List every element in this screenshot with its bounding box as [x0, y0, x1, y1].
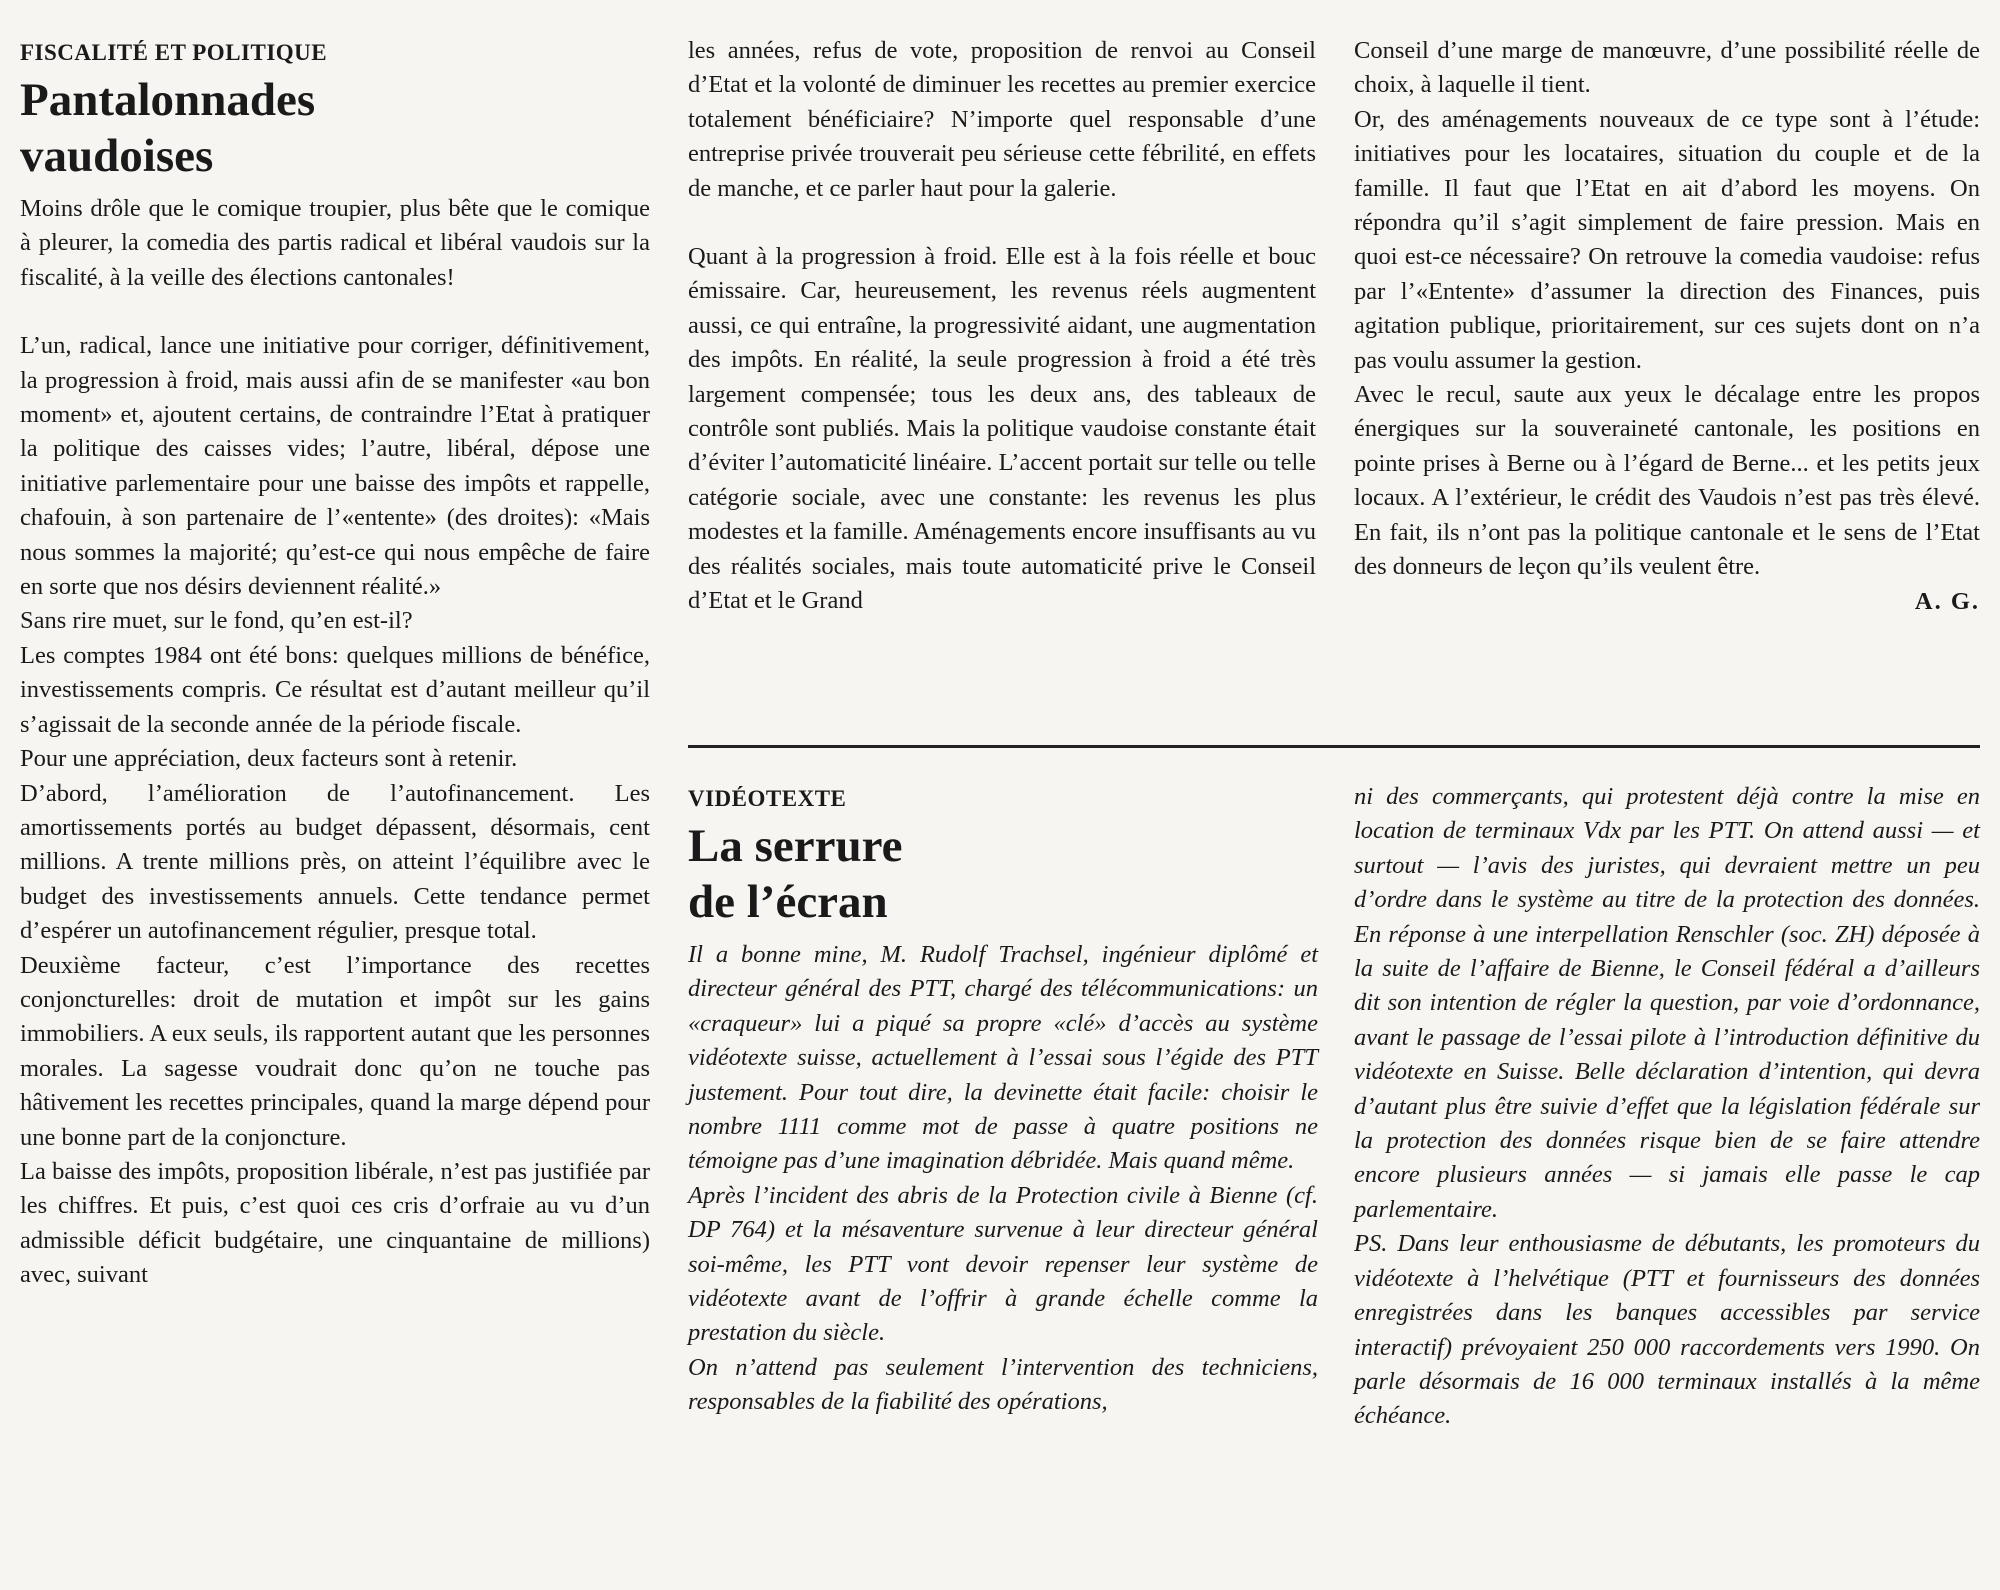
article1-paragraph: Avec le recul, saute aux yeux le décalage entre les propos énergiques sur la souveraineté cantonale, les positions en pointe prises à Berne ou à l’égard de Berne... et les petits jeux locaux. A l’extérieur, le crédit des Vaudois n’est pas très élevé. En fait, ils n’ont pas la politique cantonale et le sens de l’Etat des donneurs de leçon qu’ils veulent être.: [1354, 381, 1980, 581]
article2-paragraph: Après l’incident des abris de la Protection civile à Bienne (cf. DP 764) et la mésaventure survenue à leur directeur général soi-même, les PTT vont devoir repenser leur système de vidéotexte avant de l’offrir à grande échelle comme la prestation du siècle.: [688, 1181, 1318, 1347]
article1-paragraph: D’abord, l’amélioration de l’autofinancement. Les amortissements portés au budget dépassent, désormais, cent millions. A trente millions près, on atteint l’équilibre avec le budget des investissements annuels. Cette tendance permet d’espérer un autofinancement régulier, presque total.: [20, 779, 650, 945]
article1-paragraph: les années, refus de vote, proposition de renvoi au Conseil d’Etat et la volonté de diminuer les recettes au premier exercice totalement bénéficiaire? N’importe quel responsable d’une entreprise privée trouverait peu sérieuse cette fébrilité, en effets de manche, et ce parler haut pour la galerie.: [688, 37, 1316, 202]
article1-paragraph: Sans rire muet, sur le fond, qu’en est-il?: [20, 607, 413, 635]
article1-title-line-1: Pantalonnades: [20, 74, 316, 126]
article1-paragraph: Pour une appréciation, deux facteurs sont à retenir.: [20, 745, 518, 773]
article1-column-3: [1354, 34, 1980, 619]
article2-column-1: [688, 784, 1318, 1420]
article2-title: [688, 818, 1318, 930]
article1-paragraph: Quant à la progression à froid. Elle est à la fois réelle et bouc émissaire. Car, heureusement, les revenus réels augmentent aussi, ce qui entraîne, la progressivité aidant, une augmentation des impôts. En réalité, la seule progression à froid a été très largement compensée; tous les deux ans, des tableaux de contrôle sont publiés. Mais la politique vaudoise constante était d’éviter l’automaticité linéaire. L’accent portait sur telle ou telle catégorie sociale, avec une constante: les revenus les plus modestes et la famille. Aménagements encore insuffisants au vu des réalités sociales, mais toute automaticité prive le Conseil d’Etat et le Grand: [688, 243, 1316, 615]
article1-kicker: FISCALITÉ ET POLITIQUE: [20, 40, 328, 65]
article2-column-2: [1354, 780, 1980, 1434]
article2-paragraph: Il a bonne mine, M. Rudolf Trachsel, ingénieur diplômé et directeur général des PTT, chargé des télécommunications: un «craqueur» lui a piqué sa propre «clé» d’accès au système vidéotexte suisse, actuellement à l’essai sous l’égide des PTT justement. Pour tout dire, la devinette était facile: choisir le nombre 1111 comme mot de passe à quatre positions ne témoigne pas d’une imagination débridée. Mais quand même.: [688, 941, 1318, 1175]
article1-paragraph: L’un, radical, lance une initiative pour corriger, définitivement, la progression à froid, mais aussi afin de se manifester «au bon moment» et, ajoutent certains, de contraindre l’Etat à pratiquer la politique des caisses vides; l’autre, libéral, dépose une initiative parlementaire pour une baisse des impôts et rappelle, chafouin, à son partenaire de l’«entente» (des droites): «Mais nous sommes la majorité; qu’est-ce qui nous empêche de faire en sorte que nos désirs deviennent réalité.»: [20, 332, 650, 601]
article2-paragraph: ni des commerçants, qui protestent déjà contre la mise en location de terminaux Vdx par les PTT. On attend aussi — et surtout — l’avis des juristes, qui devraient mettre un peu d’ordre dans le système au titre de la protection des données. En réponse à une interpellation Renschler (soc. ZH) déposée à la suite de l’affaire de Bienne, le Conseil fédéral a d’ailleurs dit son intention de régler la question, par voie d’ordonnance, avant le passage de l’essai pilote à l’introduction définitive du vidéotexte en Suisse. Belle déclaration d’intention, qui devra d’autant plus être suivie d’effet que la législation fédérale sur la protection des données risque bien de se faire attendre encore plusieurs années — si jamais elle passe le cap parlementaire.: [1354, 783, 1980, 1223]
article1-title-line-2: vaudoises: [20, 130, 214, 182]
article2-title-line-2: de l’écran: [688, 876, 888, 928]
article1-signature: A. G.: [1914, 587, 1980, 615]
article1-paragraph: Conseil d’une marge de manœuvre, d’une possibilité réelle de choix, à laquelle il tient.: [1354, 37, 1980, 99]
article1-column-2: [688, 34, 1316, 619]
article2-paragraph: PS. Dans leur enthousiasme de débutants, les promoteurs du vidéotexte à l’helvétique (PTT et fournisseurs des données enregistrées dans les banques accessibles par service interactif) prévoyaient 250 000 raccordements vers 1990. On parle désormais de 16 000 terminaux installés à la même échéance.: [1354, 1230, 1980, 1430]
article1-paragraph: Moins drôle que le comique troupier, plus bête que le comique à pleurer, la comedia des partis radical et libéral vaudois sur la fiscalité, à la veille des élections cantonales!: [20, 195, 650, 291]
article2-title-line-1: La serrure: [688, 820, 903, 872]
article1-paragraph: Deuxième facteur, c’est l’importance des recettes conjoncturelles: droit de mutation et impôt sur les gains immobiliers. A eux seuls, ils rapportent autant que les personnes morales. La sagesse voudrait donc qu’on ne touche pas hâtivement les recettes principales, quand la marge dépend pour une bonne part de la conjoncture.: [20, 951, 650, 1151]
article1-paragraph: Or, des aménagements nouveaux de ce type sont à l’étude: initiatives pour les locataires, situation du couple et de la famille. Il faut que l’Etat en ait d’abord les moyens. On répondra qu’il s’agit simplement de faire pression. Mais en quoi est-ce nécessaire? On retrouve la comedia vaudoise: refus par l’«Entente» d’assumer la direction des Finances, puis agitation publique, prioritairement, sur ces sujets dont on n’a pas voulu assumer la gestion.: [1354, 105, 1980, 374]
article1-title: [20, 72, 650, 184]
article1-paragraph: Les comptes 1984 ont été bons: quelques millions de bénéfice, investissements compris. Ce résultat est d’autant meilleur qu’il s’agissait de la seconde année de la période fiscale.: [20, 641, 650, 738]
article1-column-1: [20, 38, 650, 1293]
article1-paragraph: La baisse des impôts, proposition libérale, n’est pas justifiée par les chiffres. Et puis, c’est quoi ces cris d’orfraie au vu d’un admissible déficit budgétaire, une cinquantaine de millions) avec, suivant: [20, 1157, 650, 1289]
section-divider: [688, 745, 1980, 748]
article2-paragraph: On n’attend pas seulement l’intervention des techniciens, responsables de la fiabilité des opérations,: [688, 1353, 1318, 1416]
article2-kicker: VIDÉOTEXTE: [688, 786, 847, 811]
